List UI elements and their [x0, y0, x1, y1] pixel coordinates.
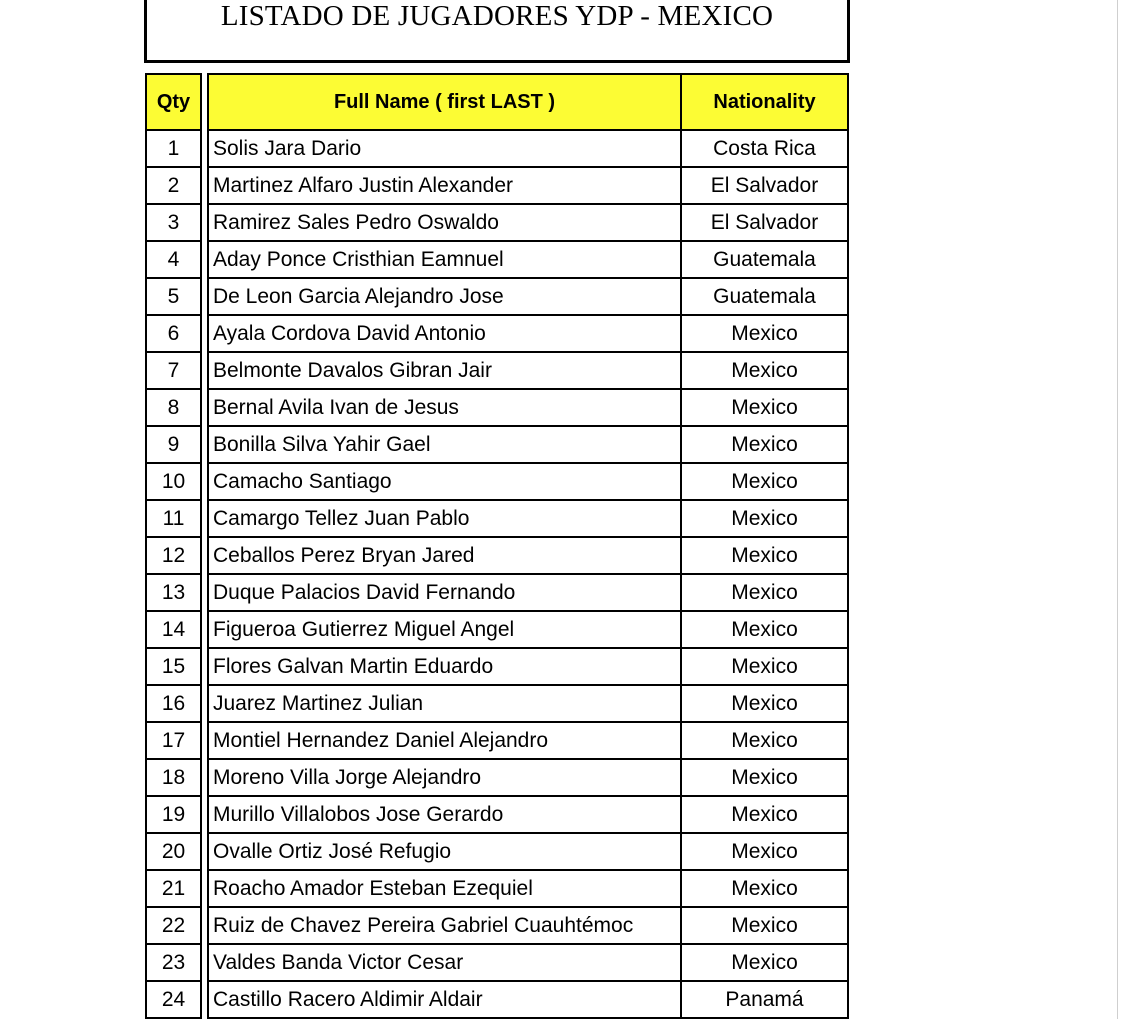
- row-nationality: Mexico: [680, 647, 849, 686]
- row-qty: 3: [145, 203, 202, 242]
- row-qty: 12: [145, 536, 202, 575]
- row-full-name: Belmonte Davalos Gibran Jair: [207, 351, 682, 390]
- row-full-name: Bernal Avila Ivan de Jesus: [207, 388, 682, 427]
- row-qty: 14: [145, 610, 202, 649]
- row-nationality: Mexico: [680, 573, 849, 612]
- header-nationality: Nationality: [680, 73, 849, 131]
- row-full-name: Roacho Amador Esteban Ezequiel: [207, 869, 682, 908]
- row-full-name: Castillo Racero Aldimir Aldair: [207, 980, 682, 1019]
- row-qty: 10: [145, 462, 202, 501]
- row-nationality: Mexico: [680, 610, 849, 649]
- row-qty: 15: [145, 647, 202, 686]
- row-full-name: Juarez Martinez Julian: [207, 684, 682, 723]
- row-nationality: Mexico: [680, 314, 849, 353]
- row-nationality: Mexico: [680, 832, 849, 871]
- row-qty: 11: [145, 499, 202, 538]
- row-full-name: Montiel Hernandez Daniel Alejandro: [207, 721, 682, 760]
- row-nationality: Guatemala: [680, 240, 849, 279]
- row-nationality: Mexico: [680, 388, 849, 427]
- row-nationality: Mexico: [680, 536, 849, 575]
- page-edge-rule: [1117, 0, 1118, 1019]
- row-full-name: Ovalle Ortiz José Refugio: [207, 832, 682, 871]
- row-full-name: De Leon Garcia Alejandro Jose: [207, 277, 682, 316]
- row-qty: 8: [145, 388, 202, 427]
- row-qty: 5: [145, 277, 202, 316]
- row-full-name: Martinez Alfaro Justin Alexander: [207, 166, 682, 205]
- row-full-name: Moreno Villa Jorge Alejandro: [207, 758, 682, 797]
- row-full-name: Valdes Banda Victor Cesar: [207, 943, 682, 982]
- row-full-name: Bonilla Silva Yahir Gael: [207, 425, 682, 464]
- row-nationality: El Salvador: [680, 166, 849, 205]
- row-full-name: Murillo Villalobos Jose Gerardo: [207, 795, 682, 834]
- row-qty: 1: [145, 129, 202, 168]
- row-nationality: Guatemala: [680, 277, 849, 316]
- row-full-name: Ramirez Sales Pedro Oswaldo: [207, 203, 682, 242]
- row-full-name: Flores Galvan Martin Eduardo: [207, 647, 682, 686]
- row-nationality: Mexico: [680, 425, 849, 464]
- row-qty: 24: [145, 980, 202, 1019]
- row-nationality: Panamá: [680, 980, 849, 1019]
- row-qty: 19: [145, 795, 202, 834]
- row-full-name: Camargo Tellez Juan Pablo: [207, 499, 682, 538]
- row-nationality: Mexico: [680, 684, 849, 723]
- row-nationality: Mexico: [680, 906, 849, 945]
- row-qty: 9: [145, 425, 202, 464]
- row-qty: 21: [145, 869, 202, 908]
- row-nationality: Mexico: [680, 943, 849, 982]
- row-qty: 18: [145, 758, 202, 797]
- row-nationality: Mexico: [680, 869, 849, 908]
- row-qty: 4: [145, 240, 202, 279]
- row-qty: 13: [145, 573, 202, 612]
- row-qty: 16: [145, 684, 202, 723]
- row-qty: 23: [145, 943, 202, 982]
- row-full-name: Aday Ponce Cristhian Eamnuel: [207, 240, 682, 279]
- row-full-name: Ruiz de Chavez Pereira Gabriel Cuauhtémoc: [207, 906, 682, 945]
- row-qty: 7: [145, 351, 202, 390]
- row-qty: 22: [145, 906, 202, 945]
- header-full-name: Full Name ( first LAST ): [207, 73, 682, 131]
- row-qty: 6: [145, 314, 202, 353]
- row-nationality: Costa Rica: [680, 129, 849, 168]
- page-title: LISTADO DE JUGADORES YDP - MEXICO: [220, 0, 774, 32]
- row-nationality: Mexico: [680, 499, 849, 538]
- row-full-name: Ayala Cordova David Antonio: [207, 314, 682, 353]
- row-full-name: Ceballos Perez Bryan Jared: [207, 536, 682, 575]
- header-qty: Qty: [145, 73, 202, 131]
- row-full-name: Camacho Santiago: [207, 462, 682, 501]
- row-nationality: Mexico: [680, 351, 849, 390]
- row-full-name: Solis Jara Dario: [207, 129, 682, 168]
- row-qty: 20: [145, 832, 202, 871]
- row-qty: 17: [145, 721, 202, 760]
- row-nationality: Mexico: [680, 758, 849, 797]
- row-nationality: El Salvador: [680, 203, 849, 242]
- row-full-name: Figueroa Gutierrez Miguel Angel: [207, 610, 682, 649]
- row-full-name: Duque Palacios David Fernando: [207, 573, 682, 612]
- row-nationality: Mexico: [680, 795, 849, 834]
- row-qty: 2: [145, 166, 202, 205]
- row-nationality: Mexico: [680, 721, 849, 760]
- row-nationality: Mexico: [680, 462, 849, 501]
- title-box: [144, 0, 850, 63]
